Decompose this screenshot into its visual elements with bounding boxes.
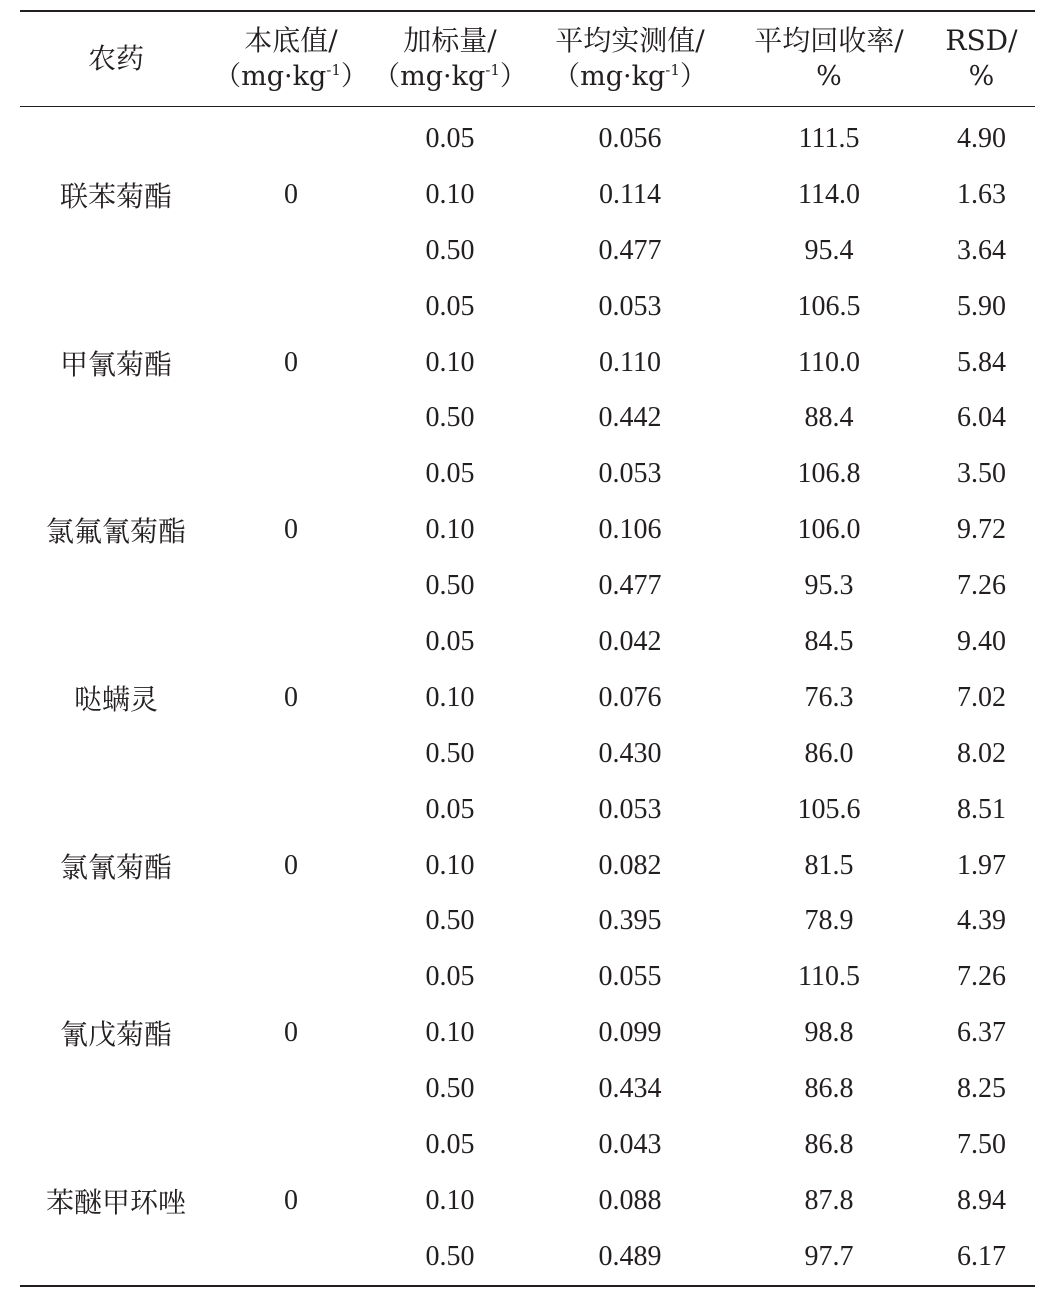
recovery-rate: 106.5 xyxy=(797,290,861,322)
pesticide-name: 甲氰菊酯 xyxy=(59,347,172,381)
spike-amount: 0.50 xyxy=(425,570,475,602)
recovery-rate: 111.5 xyxy=(798,122,860,154)
spike-amount: 0.10 xyxy=(425,1184,475,1216)
header-pesticide-label: 农药 xyxy=(87,42,144,75)
measured-value: 0.099 xyxy=(598,1017,662,1049)
background-value: 0 xyxy=(284,681,298,713)
rsd-value: 8.02 xyxy=(957,737,1006,769)
spike-amount: 0.10 xyxy=(425,178,475,210)
unit-sup: -1 xyxy=(326,61,341,79)
rsd-value: 8.51 xyxy=(957,793,1006,825)
recovery-rate: 110.0 xyxy=(798,346,860,378)
measured-value: 0.053 xyxy=(598,793,662,825)
header-recovery-label: 平均回收率/ xyxy=(754,24,904,57)
measured-value: 0.053 xyxy=(598,290,662,322)
header-background-unit xyxy=(212,59,370,95)
recovery-rate: 84.5 xyxy=(804,625,854,657)
rsd-value: 7.26 xyxy=(957,961,1006,993)
measured-value: 0.106 xyxy=(598,514,662,546)
spike-amount: 0.50 xyxy=(425,737,475,769)
header-spike-unit xyxy=(370,59,530,95)
recovery-rate: 98.8 xyxy=(804,1017,854,1049)
spike-amount: 0.50 xyxy=(425,1240,475,1272)
header-rsd-unit: % xyxy=(968,61,995,92)
background-value: 0 xyxy=(284,346,298,378)
spike-amount: 0.50 xyxy=(425,1073,475,1105)
rsd-value: 7.26 xyxy=(957,570,1006,602)
header-spike xyxy=(370,11,530,107)
header-measured-unit xyxy=(530,59,730,95)
measured-value: 0.088 xyxy=(598,1184,662,1216)
measured-value: 0.076 xyxy=(598,681,662,713)
rsd-value: 6.04 xyxy=(957,402,1006,434)
rsd-value: 3.50 xyxy=(957,458,1006,490)
spike-amount: 0.50 xyxy=(425,905,475,937)
rsd-value: 3.64 xyxy=(957,234,1006,266)
background-value: 0 xyxy=(284,1017,298,1049)
background-value: 0 xyxy=(284,1184,298,1216)
recovery-rate: 86.0 xyxy=(804,737,854,769)
table-body xyxy=(20,107,1035,1286)
unit-suffix: ） xyxy=(679,61,707,92)
measured-value: 0.056 xyxy=(598,122,662,154)
rsd-value: 1.63 xyxy=(957,178,1006,210)
header-measured-label: 平均实测值/ xyxy=(555,24,705,57)
table-row xyxy=(20,1117,1035,1173)
spike-amount: 0.10 xyxy=(425,1017,475,1049)
rsd-value: 5.84 xyxy=(957,346,1006,378)
measured-value: 0.043 xyxy=(598,1128,662,1160)
table-row xyxy=(20,446,1035,502)
pesticide-name: 氰戊菊酯 xyxy=(59,1018,172,1052)
recovery-table xyxy=(20,10,1035,1287)
measured-value: 0.055 xyxy=(598,961,662,993)
table-row xyxy=(20,279,1035,335)
measured-value: 0.053 xyxy=(598,458,662,490)
measured-value: 0.110 xyxy=(599,346,661,378)
measured-value: 0.395 xyxy=(598,905,662,937)
measured-value: 0.442 xyxy=(598,402,662,434)
spike-amount: 0.05 xyxy=(425,290,475,322)
spike-amount: 0.10 xyxy=(425,346,475,378)
rsd-value: 6.17 xyxy=(957,1240,1006,1272)
spike-amount: 0.50 xyxy=(425,234,475,266)
header-background-label: 本底值/ xyxy=(244,24,338,57)
table-row xyxy=(20,107,1035,167)
spike-amount: 0.05 xyxy=(425,458,475,490)
spike-amount: 0.05 xyxy=(425,961,475,993)
pesticide-name: 氯氰菊酯 xyxy=(59,850,172,884)
spike-amount: 0.10 xyxy=(425,849,475,881)
rsd-value: 7.50 xyxy=(957,1128,1006,1160)
recovery-rate: 106.8 xyxy=(797,458,861,490)
background-value: 0 xyxy=(284,849,298,881)
spike-amount: 0.05 xyxy=(425,625,475,657)
spike-amount: 0.05 xyxy=(425,793,475,825)
measured-value: 0.430 xyxy=(598,737,662,769)
rsd-value: 4.90 xyxy=(957,122,1006,154)
header-pesticide xyxy=(20,11,212,107)
measured-value: 0.489 xyxy=(598,1240,662,1272)
rsd-value: 4.39 xyxy=(957,905,1006,937)
header-recovery-unit: % xyxy=(816,61,842,92)
rsd-value: 8.25 xyxy=(957,1073,1006,1105)
pesticide-name: 苯醚甲环唑 xyxy=(45,1185,186,1219)
header-recovery xyxy=(730,11,928,107)
unit-prefix: （mg·kg xyxy=(553,61,666,92)
unit-suffix: ） xyxy=(340,61,368,92)
measured-value: 0.042 xyxy=(598,625,662,657)
header-rsd-label: RSD/ xyxy=(945,24,1018,57)
recovery-rate: 106.0 xyxy=(797,514,861,546)
header-measured xyxy=(530,11,730,107)
rsd-value: 9.72 xyxy=(957,514,1006,546)
unit-suffix: ） xyxy=(499,61,527,92)
recovery-rate: 97.7 xyxy=(804,1240,854,1272)
recovery-rate: 105.6 xyxy=(797,793,861,825)
unit-sup: -1 xyxy=(665,61,680,79)
recovery-rate: 95.3 xyxy=(804,570,854,602)
measured-value: 0.082 xyxy=(598,849,662,881)
recovery-rate: 87.8 xyxy=(804,1184,854,1216)
header-background xyxy=(212,11,370,107)
rsd-value: 6.37 xyxy=(957,1017,1006,1049)
spike-amount: 0.10 xyxy=(425,514,475,546)
spike-amount: 0.10 xyxy=(425,681,475,713)
measured-value: 0.477 xyxy=(598,570,662,602)
recovery-rate: 86.8 xyxy=(804,1128,854,1160)
table-row xyxy=(20,614,1035,670)
rsd-value: 5.90 xyxy=(957,290,1006,322)
measured-value: 0.434 xyxy=(598,1073,662,1105)
header-row xyxy=(20,11,1035,107)
recovery-table-container xyxy=(20,10,1035,1287)
recovery-rate: 86.8 xyxy=(804,1073,854,1105)
recovery-rate: 88.4 xyxy=(804,402,854,434)
rsd-value: 9.40 xyxy=(957,625,1006,657)
recovery-rate: 76.3 xyxy=(804,681,854,713)
background-value: 0 xyxy=(284,178,298,210)
unit-prefix: （mg·kg xyxy=(214,61,327,92)
recovery-rate: 81.5 xyxy=(804,849,854,881)
table-row xyxy=(20,782,1035,838)
spike-amount: 0.05 xyxy=(425,122,475,154)
recovery-rate: 95.4 xyxy=(804,234,854,266)
unit-prefix: （mg·kg xyxy=(373,61,486,92)
rsd-value: 8.94 xyxy=(957,1184,1006,1216)
recovery-rate: 78.9 xyxy=(804,905,854,937)
table-header xyxy=(20,11,1035,107)
spike-amount: 0.50 xyxy=(425,402,475,434)
header-spike-label: 加标量/ xyxy=(403,24,497,57)
recovery-rate: 114.0 xyxy=(798,178,860,210)
background-value: 0 xyxy=(284,514,298,546)
pesticide-name: 氯氟氰菊酯 xyxy=(45,515,186,549)
spike-amount: 0.05 xyxy=(425,1128,475,1160)
table-row xyxy=(20,949,1035,1005)
recovery-rate: 110.5 xyxy=(798,961,860,993)
pesticide-name: 联苯菊酯 xyxy=(59,179,172,213)
measured-value: 0.114 xyxy=(599,178,661,210)
rsd-value: 1.97 xyxy=(957,849,1006,881)
rsd-value: 7.02 xyxy=(957,681,1006,713)
measured-value: 0.477 xyxy=(598,234,662,266)
pesticide-name: 哒螨灵 xyxy=(73,682,158,716)
header-rsd xyxy=(928,11,1035,107)
unit-sup: -1 xyxy=(485,61,500,79)
